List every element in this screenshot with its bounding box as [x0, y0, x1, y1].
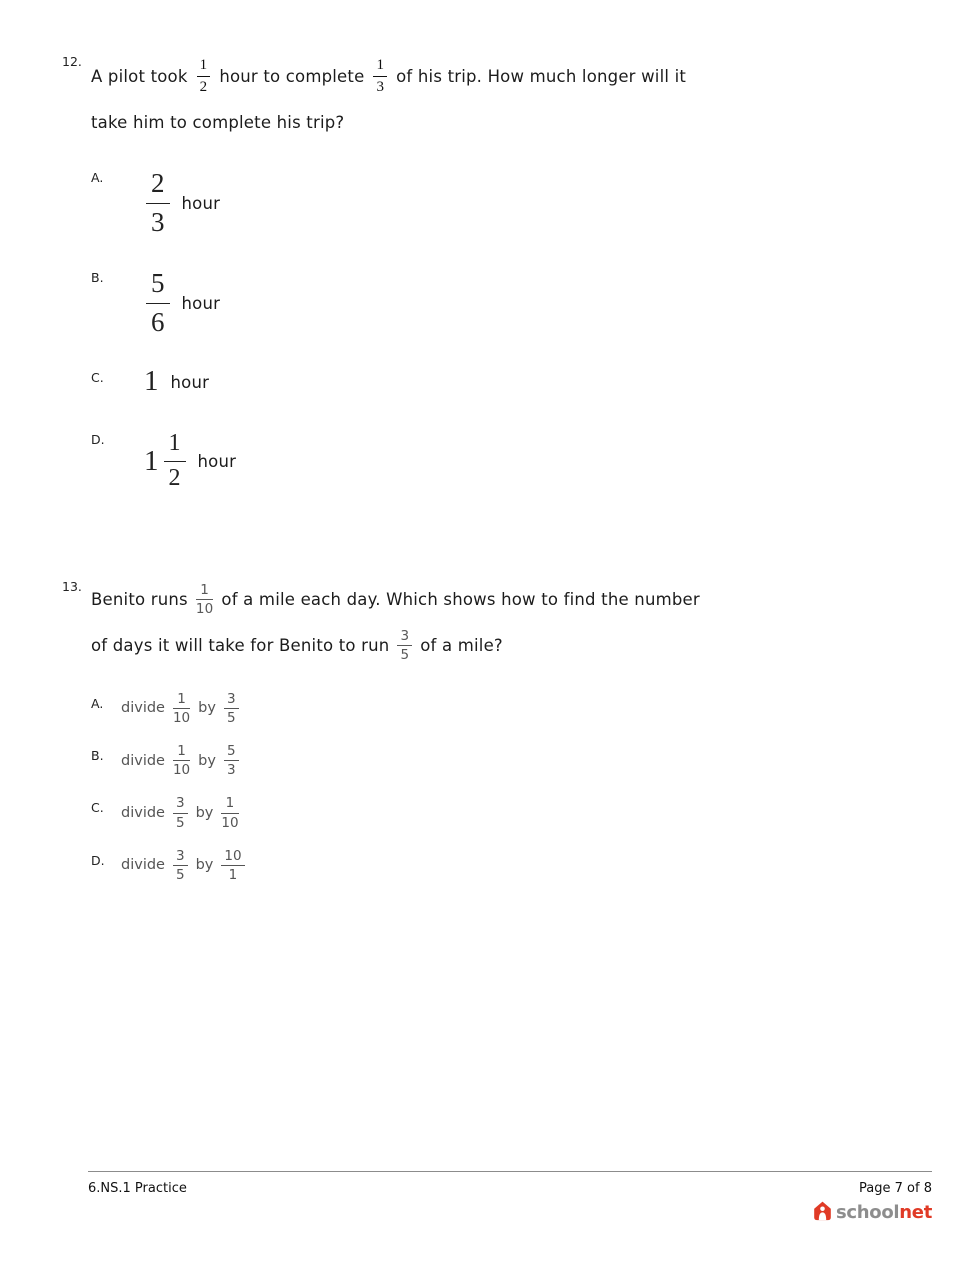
question-12	[62, 0, 979, 521]
page-footer	[88, 1171, 932, 1225]
question-12-number: 12.	[62, 54, 82, 69]
fraction-1-10: $\frac{1}{10}$	[195, 581, 214, 618]
option-d	[91, 848, 979, 883]
option-c	[91, 366, 979, 398]
fraction-1-2: $\frac{1}{2}$	[197, 56, 211, 97]
footer-doc-title: 6.NS.1 Practice	[88, 1181, 187, 1196]
fraction-1-10: $\frac{1}{10}$	[172, 690, 191, 726]
question-12-options	[91, 166, 979, 495]
fraction-3-5: $\frac{3}{5}$	[397, 628, 412, 663]
option-b	[91, 743, 979, 778]
fraction-3-5: $\frac{3}{5}$	[173, 795, 188, 830]
question-12-text	[91, 52, 979, 142]
option-label: B.	[91, 270, 104, 286]
option-verb: divide	[121, 805, 165, 822]
option-verb: divide	[121, 700, 165, 717]
schoolnet-logo	[88, 1200, 932, 1225]
footer-page-number: Page 7 of 8	[859, 1181, 932, 1196]
option-c	[91, 795, 979, 830]
question-text-segment: Benito runs	[91, 590, 188, 610]
option-label: B.	[91, 748, 104, 764]
question-12-line1	[91, 52, 979, 100]
fraction-1-3: $\frac{1}{3}$	[373, 56, 387, 97]
option-unit: hour	[197, 451, 237, 471]
option-label: C.	[91, 800, 104, 816]
option-label: A.	[91, 695, 104, 711]
option-conjunction: by	[195, 805, 214, 822]
fraction-2-3: $\frac{2}{3}$	[146, 166, 170, 240]
question-13-options	[91, 691, 979, 884]
fraction-1-10: $\frac{1}{10}$	[172, 743, 191, 779]
question-text-segment: of a mile?	[420, 636, 503, 656]
mixed-number-1-1-2	[124, 428, 186, 494]
question-text-segment: hour to complete	[219, 66, 365, 86]
question-13	[62, 577, 979, 901]
option-conjunction: by	[195, 857, 214, 874]
question-12-line2: take him to complete his trip?	[91, 112, 345, 132]
option-verb: divide	[121, 857, 165, 874]
question-text-segment: of days it will take for Benito to run	[91, 636, 390, 656]
option-unit: hour	[170, 372, 210, 392]
whole-number-1: 1	[144, 444, 159, 477]
option-a	[91, 166, 979, 240]
question-13-line1	[91, 577, 979, 623]
question-12-body	[91, 52, 979, 521]
option-label: D.	[91, 432, 105, 448]
option-conjunction: by	[198, 752, 216, 769]
logo-text-net: net	[899, 1202, 932, 1223]
option-label: D.	[91, 852, 105, 868]
option-unit: hour	[181, 293, 221, 313]
option-a	[91, 691, 979, 726]
logo-text-school: school	[835, 1202, 900, 1223]
schoolnet-house-icon	[812, 1200, 833, 1225]
option-conjunction: by	[198, 700, 216, 717]
option-label: A.	[91, 170, 104, 185]
option-label: C.	[91, 370, 104, 386]
whole-number-1: 1	[144, 365, 159, 398]
logo-text	[836, 1202, 932, 1223]
question-13-body	[91, 577, 979, 901]
fraction-5-3: $\frac{5}{3}$	[224, 743, 239, 778]
fraction-10-1: $\frac{10}{1}$	[221, 848, 244, 883]
fraction-3-5: $\frac{3}{5}$	[224, 691, 239, 726]
fraction-1-10: $\frac{1}{10}$	[221, 795, 239, 831]
question-text-segment: A pilot took	[91, 66, 188, 86]
question-13-line2	[91, 623, 979, 669]
option-unit: hour	[181, 193, 221, 213]
question-text-segment: of a mile each day. Which shows how to find the number	[221, 590, 700, 610]
fraction-5-6: $\frac{5}{6}$	[146, 266, 170, 340]
option-b	[91, 266, 979, 340]
question-13-number: 13.	[62, 578, 82, 594]
question-13-text	[91, 577, 979, 669]
fraction-1-2: $\frac{1}{2}$	[164, 428, 186, 494]
option-verb: divide	[121, 752, 165, 769]
option-d	[91, 428, 979, 494]
question-text-segment: of his trip. How much longer will it	[396, 66, 687, 86]
footer-text-row	[88, 1172, 932, 1196]
fraction-3-5: $\frac{3}{5}$	[173, 848, 188, 883]
